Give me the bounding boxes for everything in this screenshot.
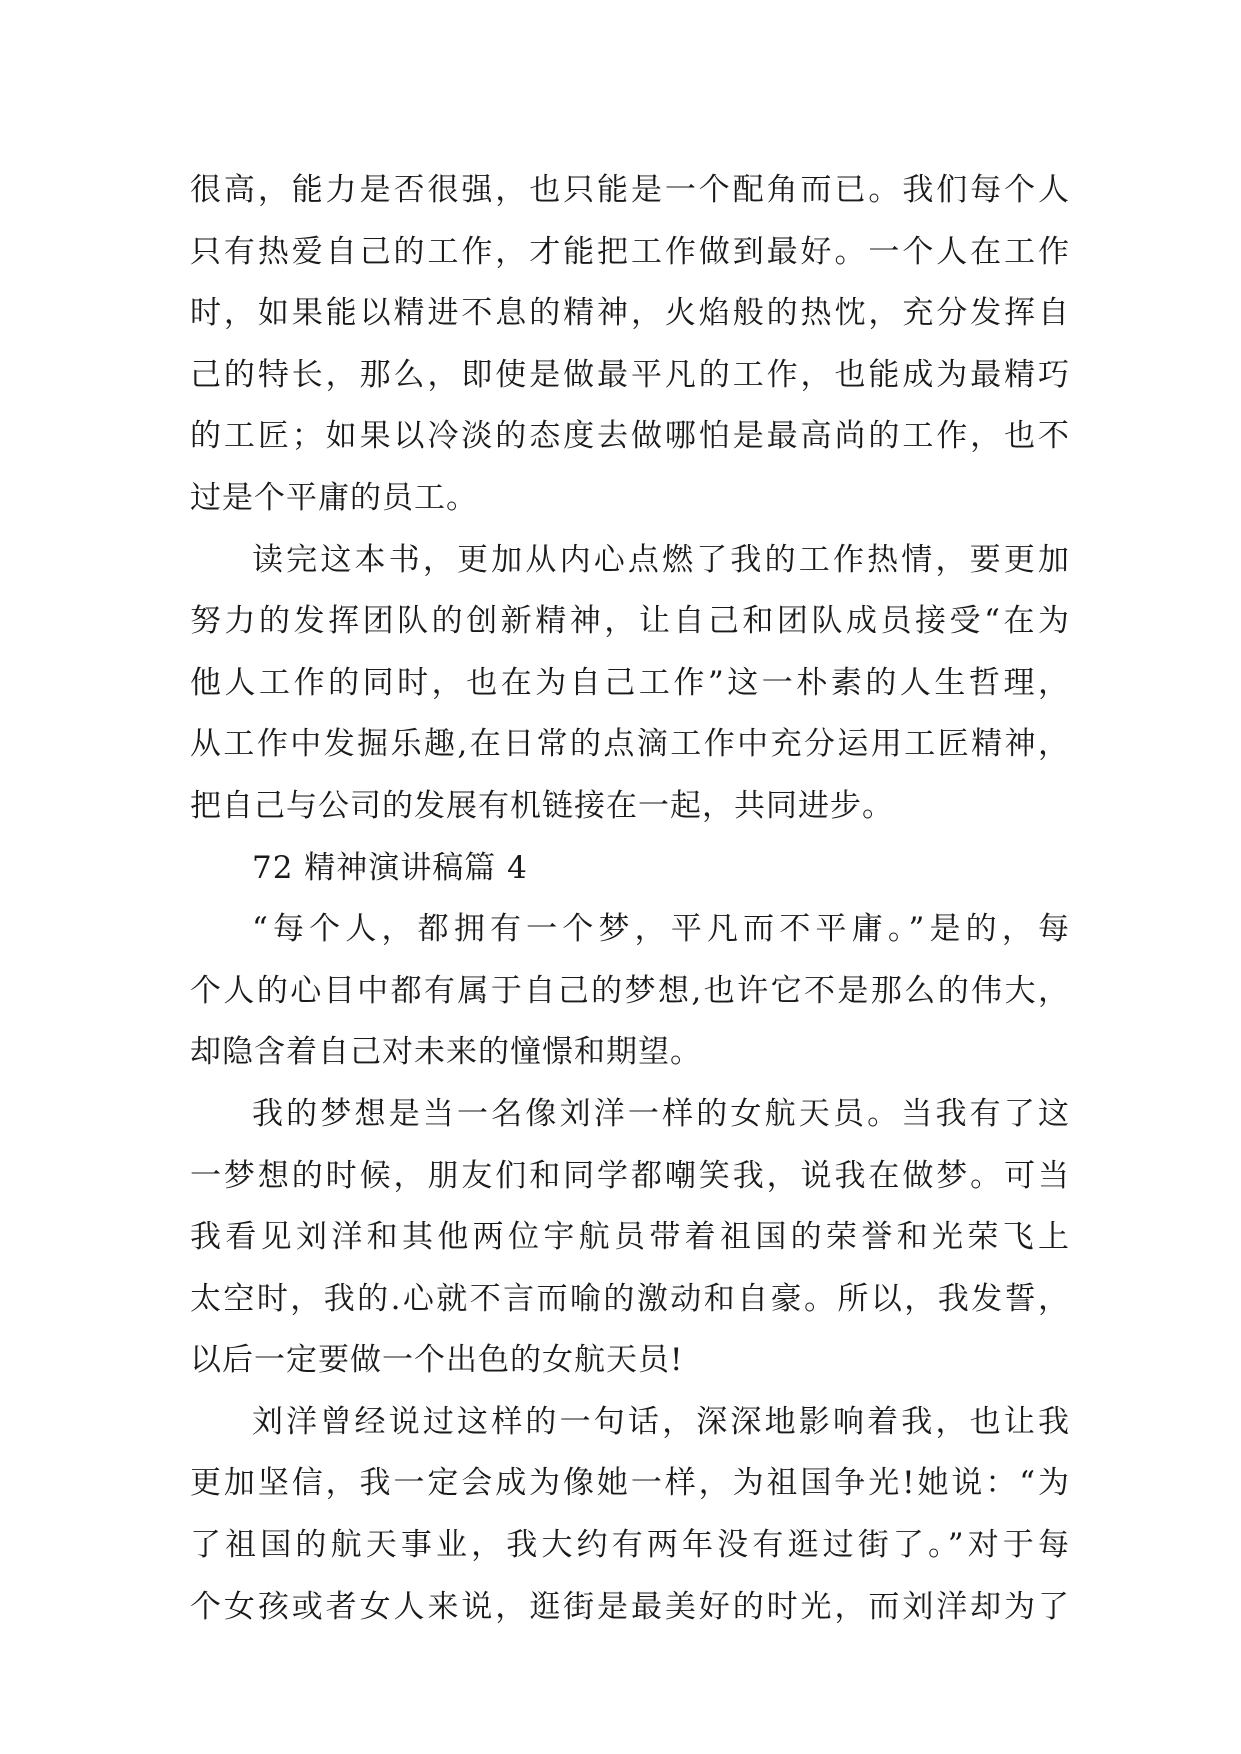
- text-line: 己的特长，那么，即使是做最平凡的工作，也能成为最精巧: [190, 356, 1070, 393]
- text-line: 努力的发挥团队的创新精神，让自己和团队成员接受“在为: [190, 603, 1070, 640]
- document-body: [190, 160, 1070, 1638]
- text-line: 以后一定要做一个出色的女航天员!: [190, 1342, 684, 1379]
- text-line: 个女孩或者女人来说，逛街是最美好的时光，而刘洋却为了: [190, 1588, 1070, 1625]
- paragraph-first-line: 我的梦想是当一名像刘洋一样的女航天员。当我有了这: [252, 1095, 1070, 1132]
- text-line: 一梦想的时候，朋友们和同学都嘲笑我，说我在做梦。可当: [190, 1157, 1070, 1194]
- text-line: 更加坚信，我一定会成为像她一样，为祖国争光!她说：“为: [190, 1465, 1070, 1502]
- text-line: 把自己与公司的发展有机链接在一起，共同进步。: [190, 787, 894, 824]
- paragraph-first-line: 刘洋曾经说过这样的一句话，深深地影响着我，也让我: [252, 1403, 1070, 1440]
- paragraph-first-line: 读完这本书，更加从内心点燃了我的工作热情，要更加: [252, 541, 1070, 578]
- text-line: 从工作中发掘乐趣,在日常的点滴工作中充分运用工匠精神，: [190, 726, 1070, 763]
- paragraph-first-line: “每个人，都拥有一个梦，平凡而不平庸。”是的，每: [252, 911, 1070, 948]
- text-line: 过是个平庸的员工。: [190, 479, 478, 516]
- text-line: 却隐含着自己对未来的憧憬和期望。: [190, 1034, 702, 1071]
- text-line: 个人的心目中都有属于自己的梦想,也许它不是那么的伟大，: [190, 972, 1070, 1009]
- text-line: 的工匠；如果以冷淡的态度去做哪怕是最高尚的工作，也不: [190, 418, 1070, 455]
- text-line: 我看见刘洋和其他两位宇航员带着祖国的荣誉和光荣飞上: [190, 1219, 1070, 1256]
- text-line: 他人工作的同时，也在为自己工作”这一朴素的人生哲理，: [190, 664, 1070, 701]
- section-heading: 72 精神演讲稿篇 4: [252, 849, 528, 886]
- text-line: 只有热爱自己的工作，才能把工作做到最好。一个人在工作: [190, 233, 1070, 270]
- text-line: 太空时，我的.心就不言而喻的激动和自豪。所以，我发誓，: [190, 1280, 1070, 1317]
- text-line: 很高，能力是否很强，也只能是一个配角而已。我们每个人: [190, 172, 1070, 208]
- text-line: 了祖国的航天事业，我大约有两年没有逛过街了。”对于每: [190, 1527, 1070, 1564]
- text-line: 时，如果能以精进不息的精神，火焰般的热忱，充分发挥自: [190, 295, 1070, 332]
